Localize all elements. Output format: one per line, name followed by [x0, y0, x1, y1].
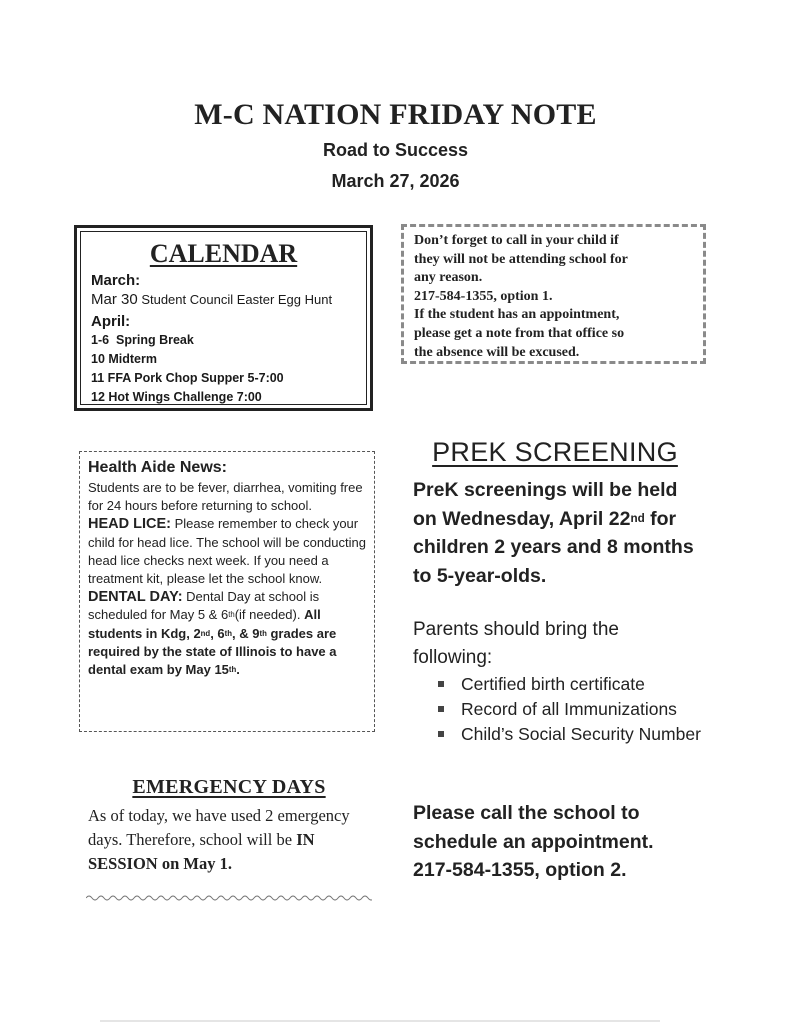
calendar-march-event-text: Student Council Easter Egg Hunt [141, 292, 333, 307]
list-item [434, 672, 704, 697]
calendar-march-label: March: [91, 272, 141, 289]
superscript: th [259, 628, 267, 638]
emergency-days-bold: IN SESSION on May 1. [88, 830, 315, 873]
health-aide-title: Health Aide News: [88, 459, 227, 476]
superscript: nd [200, 628, 211, 638]
list-item [434, 722, 704, 747]
wavy-divider [86, 894, 372, 902]
superscript: th [224, 628, 233, 638]
dental-day-text: Dental Day at school is scheduled for May 5 & 6 [88, 589, 320, 623]
superscript: th [228, 665, 237, 675]
scan-artifact [100, 1020, 660, 1022]
calendar-april-item: 10 Midterm [91, 352, 157, 366]
calendar-april-item: 12 Hot Wings Challenge 7:00 [91, 390, 262, 404]
prek-parents-text: Parents should bring the following: [413, 619, 619, 668]
list-item-text: Certified birth certificate [461, 674, 645, 694]
superscript: nd [630, 511, 645, 525]
list-item-text: Record of all Immunizations [461, 699, 677, 719]
head-lice-text: Please remember to check your child for head lice. The school will be conducting head lice checks next week. If you need a treatment kit, please let the school know. [88, 516, 366, 587]
attendance-line: Don’t forget to call in your child if [414, 233, 619, 248]
square-bullet-icon [438, 706, 444, 712]
dental-day-paragraph [88, 588, 368, 679]
attendance-line: please get a note from that office so [414, 325, 625, 341]
superscript: th [228, 610, 235, 620]
attendance-phone: 217-584-1355, option 1. [414, 288, 553, 304]
attendance-line: the absence will be excused. [414, 344, 580, 360]
prek-lead-text: for children 2 years and 8 months to 5-year-olds. [413, 507, 694, 587]
prek-screening-title: PREK SCREENING [432, 437, 678, 467]
dental-day-label: DENTAL DAY: [88, 589, 183, 606]
attendance-line: If the student has an appointment, [414, 307, 620, 323]
health-aide-box [79, 451, 375, 732]
emergency-days-sentence: As of today, we have used 2 emergency days. Therefore, school will be [88, 806, 350, 849]
head-lice-label: HEAD LICE: [88, 516, 171, 533]
calendar-april-item: 1-6 Spring Break [91, 333, 194, 347]
prek-call-text: Please call the school to schedule an appointment. [413, 802, 654, 853]
dental-requirement-text: All students in Kdg, 2 [88, 607, 321, 641]
square-bullet-icon [438, 731, 444, 737]
calendar-april-item: 11 FFA Pork Chop Supper 5-7:00 [91, 371, 284, 385]
attendance-notice [401, 224, 706, 364]
list-item-text: Child’s Social Security Number [461, 724, 701, 744]
dental-requirement-text: grades are required by the state of Illinois to have a dental exam by May 15 [88, 625, 337, 678]
prek-required-list [434, 672, 704, 747]
dental-requirement-text: , 6 [210, 625, 225, 641]
dental-requirement-text: , & 9 [232, 625, 260, 641]
prek-phone: 217-584-1355, option 2. [413, 859, 627, 881]
prek-call-to-action [413, 799, 713, 885]
prek-lead-text: PreK screenings will be held on Wednesday, April 22 [413, 479, 678, 530]
page-subtitle: Road to Success [322, 140, 469, 160]
emergency-days-title: EMERGENCY DAYS [132, 776, 326, 798]
calendar-inner [80, 231, 367, 405]
health-intro: Students are to be fever, diarrhea, vomiting free for 24 hours before returning to school. [88, 480, 363, 514]
head-lice-paragraph [88, 515, 368, 588]
calendar-heading: CALENDAR [149, 239, 298, 268]
list-item [434, 697, 704, 722]
calendar-april-label: April: [91, 313, 131, 330]
calendar-box [74, 225, 373, 411]
square-bullet-icon [438, 681, 444, 687]
calendar-march-event [91, 290, 366, 310]
emergency-days-text [88, 804, 370, 876]
page-title: M-C NATION FRIDAY NOTE [194, 98, 597, 131]
prek-screening-lead [413, 476, 703, 590]
page-date: March 27, 2026 [331, 171, 460, 191]
attendance-line: they will not be attending school for [414, 251, 628, 267]
calendar-march-date: Mar 30 [91, 291, 138, 308]
dental-requirement-text: . [236, 662, 240, 678]
attendance-line: any reason. [414, 270, 483, 286]
dental-day-text: (if needed). [234, 607, 305, 623]
